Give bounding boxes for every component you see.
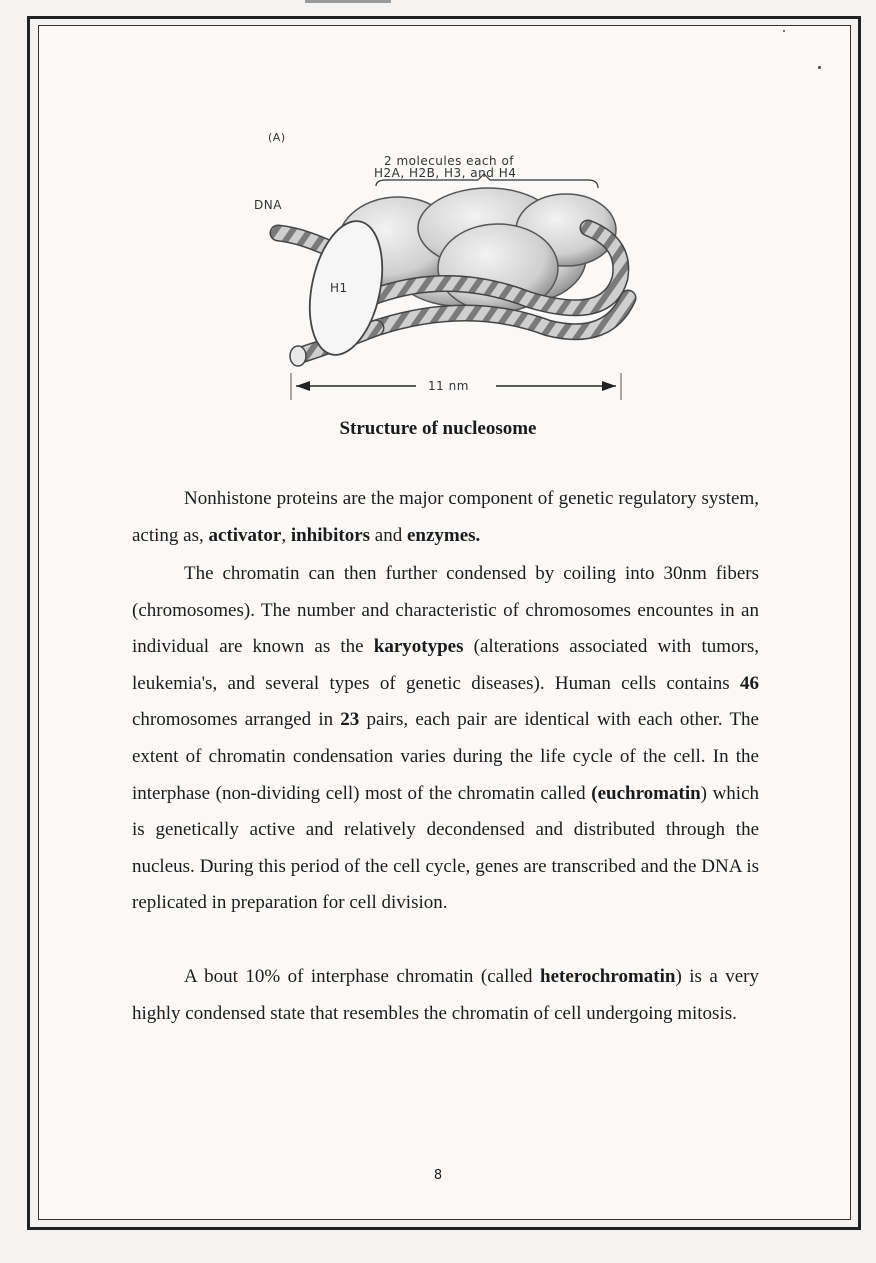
dna-label: DNA <box>254 198 282 212</box>
paragraph-chromatin: The chromatin can then further condensed by coiling into 30nm fibers (chromosomes). The number and characteristic of chromosomes encountes in an individual are known as the karyotypes (alterations associated with tumors, leukemia's, and several types of genetic diseases). Human cells contains 46 chromosomes arranged in 23 pairs, each pair are identical with each other. The extent of chromatin condensation varies during the life cycle of the cell. In the interphase (non-dividing cell) most of the chromatin called (euchromatin) which is genetically active and relatively decondensed and distributed through the nucleus. During this period of the cell cycle, genes are transcribed and the DNA is replicated in preparation for cell division. <box>132 563 759 914</box>
scan-artifact <box>305 0 391 3</box>
h1-label: H1 <box>330 281 348 295</box>
histone-label-line1: 2 molecules each of <box>384 154 515 168</box>
paragraph-nonhistone: Nonhistone proteins are the major component of genetic regulatory system, acting as, activator, inhibitors and enzymes. <box>132 488 759 546</box>
histone-label-line2: H2A, H2B, H3, and H4 <box>374 166 517 180</box>
scan-speck <box>818 66 821 69</box>
page-number: 8 <box>433 1168 443 1183</box>
figure-caption: Structure of nucleosome <box>339 418 537 439</box>
panel-label: (A) <box>268 131 286 144</box>
paragraph-heterochromatin: A bout 10% of interphase chromatin (called heterochromatin) is a very highly condensed state that resembles the chromatin of cell undergoing mitosis. <box>132 966 759 1024</box>
nucleosome-figure <box>248 118 648 403</box>
scan-speck <box>783 30 785 32</box>
scale-label: 11 nm <box>428 379 469 393</box>
